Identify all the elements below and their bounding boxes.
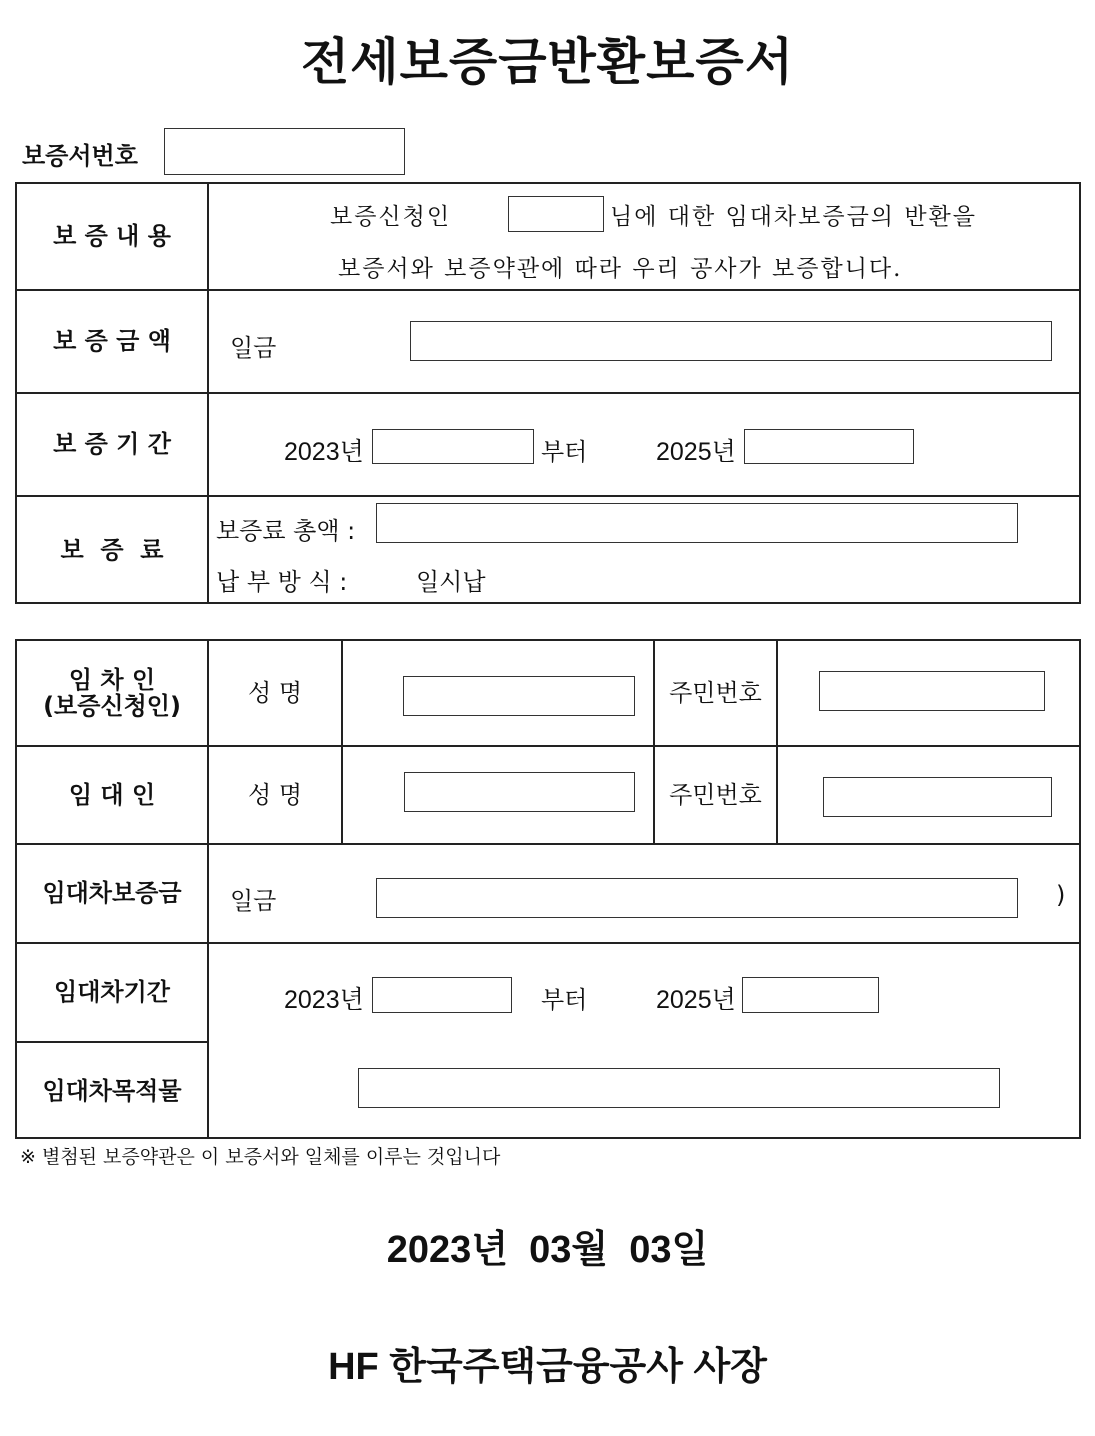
deposit-prefix: 일금 <box>230 887 277 915</box>
content-line2-text: 보증서와 보증약관에 따라 우리 공사가 보증합니다. <box>338 256 903 282</box>
amount-label: 보 증 금 액 <box>53 327 171 356</box>
fee-total-field[interactable] <box>376 503 1018 543</box>
fee-total-label: 보증료 총액 : <box>216 517 356 545</box>
tenant-label-line1: 임 차 인 <box>68 665 156 694</box>
amount-prefix: 일금 <box>230 334 277 362</box>
landlord-id-label: 주민번호 <box>669 780 762 809</box>
deposit-suffix: ) <box>1056 881 1066 909</box>
lease-period-label: 임대차기간 <box>54 978 170 1007</box>
tenant-id-field[interactable] <box>819 671 1045 711</box>
period-start-year: 2023년 <box>284 438 364 466</box>
fee-method-value: 일시납 <box>416 568 486 596</box>
tenant-id-label: 주민번호 <box>669 678 762 707</box>
landlord-id-field[interactable] <box>823 777 1052 817</box>
cert-number-field[interactable] <box>164 128 405 175</box>
cert-number-label: 보증서번호 <box>22 142 138 170</box>
period-label: 보 증 기 간 <box>53 430 171 459</box>
fee-method-label: 납 부 방 식 : <box>216 568 348 596</box>
lease-start-field[interactable] <box>372 977 512 1013</box>
deposit-amount-field[interactable] <box>376 878 1018 918</box>
issuer-name: HF 한국주택금융공사 사장 <box>328 1346 767 1388</box>
lease-from-text: 부터 <box>541 986 588 1014</box>
tenant-label-line2: (보증신청인) <box>43 692 181 720</box>
content-line1-text: 님에 대한 임대차보증금의 반환을 <box>610 204 977 230</box>
content-label: 보 증 내 용 <box>53 222 171 251</box>
lease-start-year: 2023년 <box>284 986 364 1014</box>
guarantee-amount-field[interactable] <box>410 321 1052 361</box>
tenant-name-field[interactable] <box>403 676 635 716</box>
terms-note: ※ 별첨된 보증약관은 이 보증서와 일체를 이루는 것입니다 <box>20 1146 501 1168</box>
tenant-name-label: 성 명 <box>248 678 302 707</box>
landlord-name-label: 성 명 <box>248 780 302 809</box>
period-start-field[interactable] <box>372 429 534 464</box>
property-label: 임대차목적물 <box>42 1076 182 1105</box>
fee-label: 보 증 료 <box>60 536 164 565</box>
tenant-label <box>17 641 207 745</box>
property-field[interactable] <box>358 1068 1000 1108</box>
document-title: 전세보증금반환보증서 <box>301 33 794 91</box>
period-end-year: 2025년 <box>656 438 736 466</box>
period-end-field[interactable] <box>744 429 914 464</box>
landlord-name-field[interactable] <box>404 772 635 812</box>
applicant-name-field[interactable] <box>508 196 604 232</box>
issue-date: 2023년 03월 03일 <box>386 1229 709 1271</box>
landlord-label: 임 대 인 <box>68 780 156 809</box>
lease-end-field[interactable] <box>742 977 879 1013</box>
content-applicant-text: 보증신청인 <box>330 204 452 230</box>
deposit-label: 임대차보증금 <box>42 879 182 908</box>
period-from-text: 부터 <box>541 438 588 466</box>
lease-end-year: 2025년 <box>656 986 736 1014</box>
